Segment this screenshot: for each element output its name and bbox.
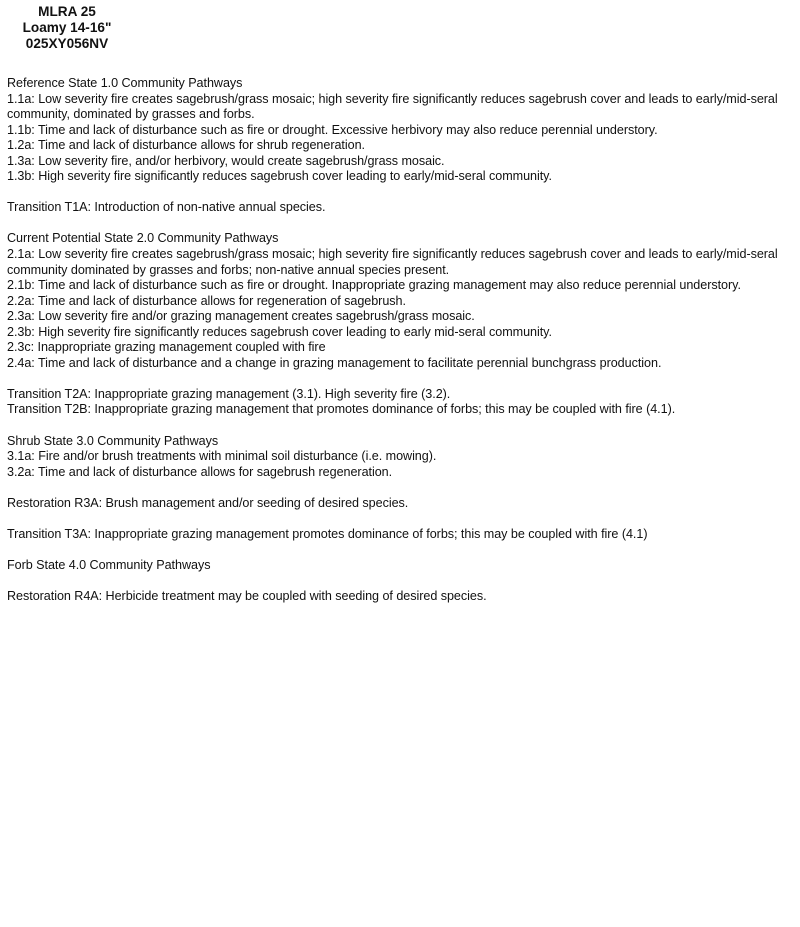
current-potential-state-section — [7, 231, 793, 371]
section-heading: Forb State 4.0 Community Pathways — [7, 557, 211, 572]
pathway-1-3b: 1.3b: High severity fire significantly reduces sagebrush cover leading to early/mid-seral community. — [7, 169, 552, 184]
transition-t3a-section — [7, 527, 793, 543]
document-body — [7, 76, 793, 620]
pathway-1-3a: 1.3a: Low severity fire, and/or herbivory, would create sagebrush/grass mosaic. — [7, 153, 445, 168]
pathway-3-2a: 3.2a: Time and lack of disturbance allows for sagebrush regeneration. — [7, 464, 393, 479]
section-heading: Shrub State 3.0 Community Pathways — [7, 433, 219, 448]
transition-t1a-section — [7, 200, 793, 216]
transition-t2a: Transition T2A: Inappropriate grazing management (3.1). High severity fire (3.2). — [7, 386, 451, 401]
reference-state-section — [7, 76, 793, 185]
pathway-2-1b: 2.1b: Time and lack of disturbance such as fire or drought. Inappropriate grazing management may also reduce perennial understory. — [7, 278, 741, 293]
transition-t2b: Transition T2B: Inappropriate grazing management that promotes dominance of forbs; this may be coupled with fire (4.1). — [7, 402, 676, 417]
section-heading: Reference State 1.0 Community Pathways — [7, 76, 243, 90]
transition-t1a: Transition T1A: Introduction of non-native annual species. — [7, 200, 326, 215]
pathway-1-2a: 1.2a: Time and lack of disturbance allows for shrub regeneration. — [7, 138, 365, 153]
restoration-r4a: Restoration R4A: Herbicide treatment may be coupled with seeding of desired species. — [7, 589, 487, 604]
pathway-2-3b: 2.3b: High severity fire significantly reduces sagebrush cover leading to early mid-seral community. — [7, 324, 552, 339]
pathway-2-3c: 2.3c: Inappropriate grazing management coupled with fire — [7, 340, 326, 355]
site-id: 025XY056NV — [25, 36, 109, 51]
pathway-1-1a: 1.1a: Low severity fire creates sagebrush/grass mosaic; high severity fire significantly reduces sagebrush cover and leads to early/mid-seral community, dominated by grasses and forbs. — [7, 91, 778, 122]
pathway-2-3a: 2.3a: Low severity fire and/or grazing management creates sagebrush/grass mosaic. — [7, 309, 475, 324]
restoration-r3a-section — [7, 496, 793, 512]
transition-t2-section — [7, 387, 793, 418]
section-heading: Current Potential State 2.0 Community Pathways — [7, 231, 279, 246]
pathway-2-1a: 2.1a: Low severity fire creates sagebrush/grass mosaic; high severity fire significantly reduces sagebrush cover and leads to early/mid-seral community dominated by grasses and forbs; non-native annual species present. — [7, 247, 778, 277]
restoration-r3a: Restoration R3A: Brush management and/or seeding of desired species. — [7, 495, 409, 510]
mlra-label: MLRA 25 — [38, 4, 96, 19]
restoration-r4a-section — [7, 589, 793, 605]
pathway-2-4a: 2.4a: Time and lack of disturbance and a change in grazing management to facilitate perennial bunchgrass production. — [7, 355, 662, 370]
pathway-1-1b: 1.1b: Time and lack of disturbance such as fire or drought. Excessive herbivory may also reduce perennial understory. — [7, 122, 658, 137]
site-name: Loamy 14-16" — [22, 20, 112, 35]
forb-state-section — [7, 558, 793, 574]
pathway-2-2a: 2.2a: Time and lack of disturbance allows for regeneration of sagebrush. — [7, 293, 406, 308]
shrub-state-section — [7, 434, 793, 481]
document-header — [0, 4, 134, 52]
pathway-3-1a: 3.1a: Fire and/or brush treatments with minimal soil disturbance (i.e. mowing). — [7, 449, 437, 464]
transition-t3a: Transition T3A: Inappropriate grazing management promotes dominance of forbs; this may be coupled with fire (4.1) — [7, 526, 648, 541]
